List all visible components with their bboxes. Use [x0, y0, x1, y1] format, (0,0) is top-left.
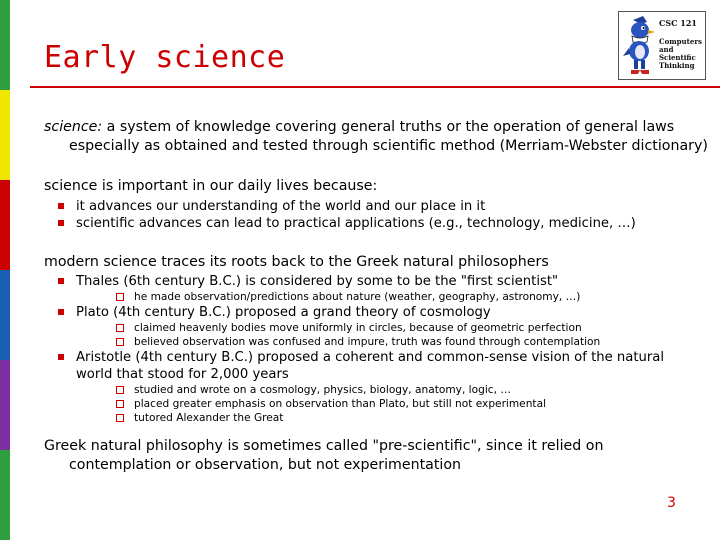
hollow-square-bullet-icon [116, 338, 124, 346]
side-bar-segment [0, 270, 10, 360]
definition-paragraph [44, 118, 710, 155]
logo-text-line: Computers [659, 37, 702, 46]
slide-title: Early science [44, 40, 286, 75]
side-bar-segment [0, 0, 10, 90]
definition-term: science: [44, 119, 103, 135]
list-subitem: tutored Alexander the Great [44, 411, 710, 425]
logo-text-line: and [659, 45, 674, 54]
side-bar-segment [0, 180, 10, 270]
philosophers-list [44, 273, 710, 425]
list-subitem: believed observation was confused and impure, truth was found through contemplation [44, 335, 710, 349]
list-subitem: studied and wrote on a cosmology, physics, biology, anatomy, logic, … [44, 383, 710, 397]
hollow-square-bullet-icon [116, 293, 124, 301]
title-underline [30, 86, 720, 88]
course-logo [618, 11, 706, 80]
square-bullet-icon [58, 309, 64, 315]
square-bullet-icon [58, 354, 64, 360]
side-bar-segment [0, 450, 10, 540]
conclusion-paragraph: Greek natural philosophy is sometimes called "pre-scientific", since it relied on contemplation or observation, but not experimentation [44, 438, 604, 473]
hollow-square-bullet-icon [116, 400, 124, 408]
logo-text-line: Thinking [659, 61, 695, 70]
list-item: it advances our understanding of the world and our place in it [44, 198, 710, 215]
slide-body [44, 118, 710, 474]
side-bar-segment [0, 90, 10, 180]
list-item: Aristotle (4th century B.C.) proposed a coherent and common-sense vision of the natural world that stood for 2,000 years [44, 349, 710, 383]
definition-text: a system of knowledge covering general truths or the operation of general laws especially as obtained and tested through scientific method (Merriam-Webster dictionary) [69, 119, 708, 154]
list-subitem: he made observation/predictions about nature (weather, geography, astronomy, …) [44, 290, 710, 304]
hollow-square-bullet-icon [116, 386, 124, 394]
list-subitem: placed greater emphasis on observation than Plato, but still not experimental [44, 397, 710, 411]
importance-list [44, 198, 710, 232]
hollow-square-bullet-icon [116, 324, 124, 332]
bluejay-mascot-icon [621, 14, 659, 76]
square-bullet-icon [58, 203, 64, 209]
side-color-bar [0, 0, 10, 540]
square-bullet-icon [58, 278, 64, 284]
logo-course-code: CSC 121 [659, 18, 697, 28]
roots-heading: modern science traces its roots back to the Greek natural philosophers [44, 253, 549, 270]
side-bar-segment [0, 360, 10, 450]
importance-heading: science is important in our daily lives because: [44, 178, 378, 194]
list-item: Thales (6th century B.C.) is considered by some to be the "first scientist" [44, 273, 710, 290]
page-number: 3 [667, 495, 676, 511]
square-bullet-icon [58, 220, 64, 226]
hollow-square-bullet-icon [116, 414, 124, 422]
list-item: scientific advances can lead to practical applications (e.g., technology, medicine, …) [44, 215, 710, 232]
list-item: Plato (4th century B.C.) proposed a grand theory of cosmology [44, 304, 710, 321]
list-subitem: claimed heavenly bodies move uniformly in circles, because of geometric perfection [44, 321, 710, 335]
logo-text-line: Scientific [659, 53, 696, 62]
